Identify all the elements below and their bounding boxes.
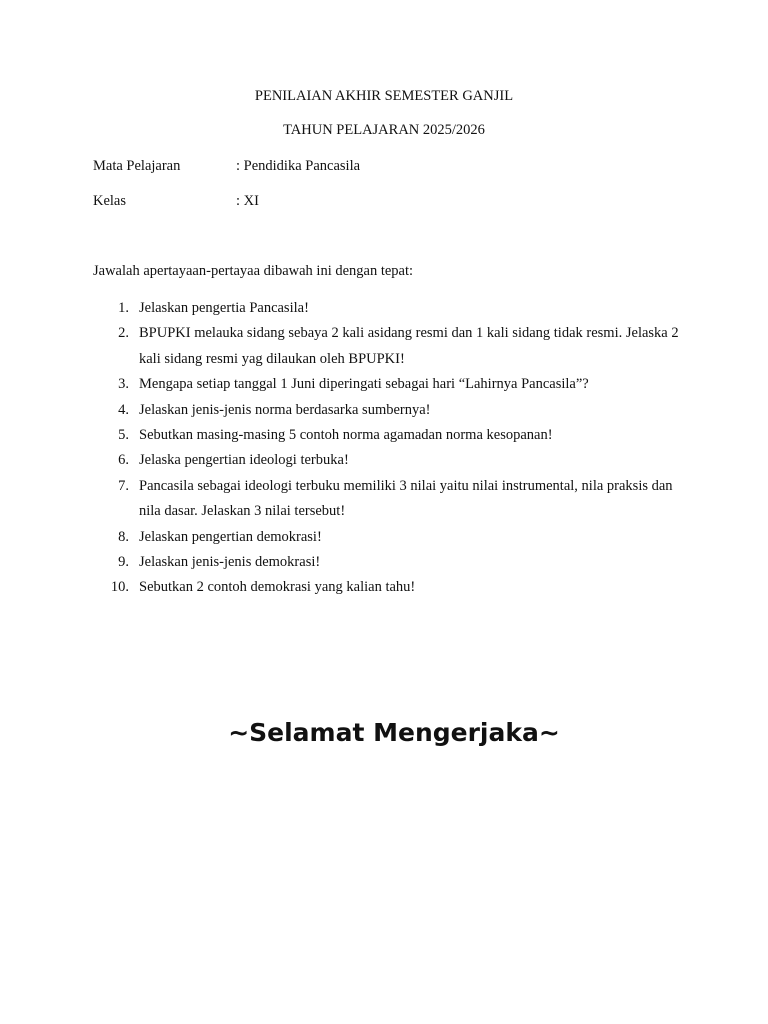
subject-value: : Pendidika Pancasila: [236, 158, 361, 174]
question-item: [0, 474, 679, 525]
question-item: [0, 575, 679, 600]
question-number: 7.: [118, 477, 129, 494]
question-number: 3.: [118, 376, 129, 393]
question-item: [0, 423, 679, 448]
question-item: [0, 296, 679, 321]
question-text: Sebutkan 2 contoh demokrasi yang kalian tahu!: [139, 579, 416, 596]
question-number: 4.: [118, 401, 129, 418]
class-value: : XI: [236, 193, 259, 209]
question-text: Sebutkan masing-masing 5 contoh norma agamadan norma kesopanan!: [139, 427, 553, 444]
question-list: [0, 296, 679, 601]
question-item: [0, 372, 679, 397]
academic-year-title: TAHUN PELAJARAN 2025/2026: [283, 122, 485, 138]
question-text: Mengapa setiap tanggal 1 Juni diperingati sebagai hari “Lahirnya Pancasila”?: [139, 376, 589, 393]
question-text: BPUPKI melauka sidang sebaya 2 kali asidang resmi dan 1 kali sidang tidak resmi. Jelaska 2 kali sidang resmi yag dilaukan oleh BPUPKI!: [139, 325, 679, 367]
question-number: 5.: [118, 427, 129, 444]
question-number: 1.: [118, 300, 129, 316]
question-number: 9.: [118, 554, 129, 571]
question-text: Pancasila sebagai ideologi terbuku memiliki 3 nilai yaitu nilai instrumental, nila praksis dan nila dasar. Jelaskan 3 nilai tersebut!: [139, 477, 673, 520]
exam-title: PENILAIAN AKHIR SEMESTER GANJIL: [254, 88, 514, 104]
class-label: Kelas: [93, 193, 127, 209]
question-item: [0, 550, 679, 575]
question-item: [0, 525, 679, 550]
question-item: [0, 321, 679, 372]
question-number: 2.: [118, 325, 129, 342]
question-text: Jelaskan pengertia Pancasila!: [139, 300, 309, 316]
question-text: Jelaskan jenis-jenis norma berdasarka sumbernya!: [139, 401, 431, 418]
closing-message: ~Selamat Mengerjaka~: [228, 718, 560, 747]
question-text: Jelaskan jenis-jenis demokrasi!: [139, 554, 321, 571]
question-text: Jelaska pengertian ideologi terbuka!: [139, 452, 349, 469]
subject-row: [93, 157, 360, 175]
instruction-text: Jawalah apertayaan-pertayaa dibawah ini dengan tepat:: [93, 263, 414, 279]
class-row: [93, 192, 259, 210]
question-item: [0, 448, 679, 473]
question-number: 8.: [118, 528, 129, 545]
question-number: 6.: [118, 452, 129, 469]
question-text: Jelaskan pengertian demokrasi!: [139, 528, 322, 545]
question-number: 10.: [110, 579, 129, 596]
subject-label: Mata Pelajaran: [93, 158, 181, 174]
question-item: [0, 398, 679, 423]
